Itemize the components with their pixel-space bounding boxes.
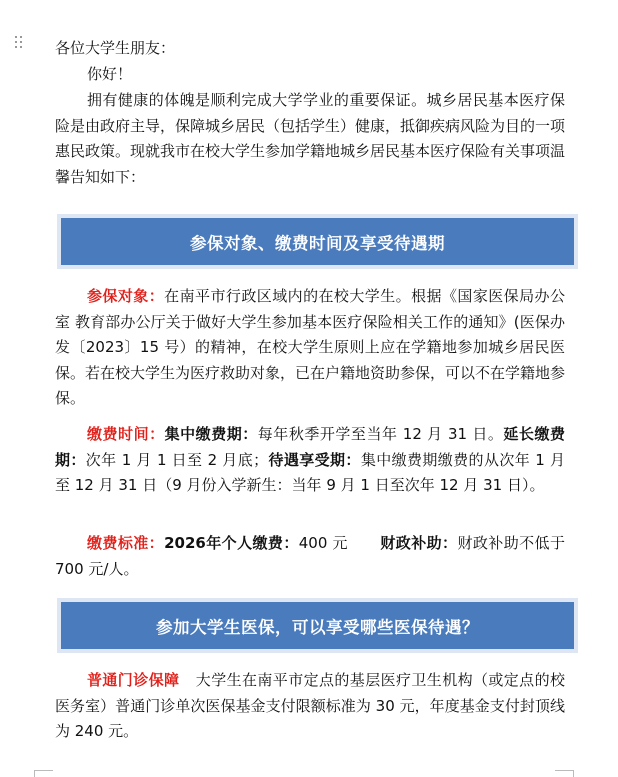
coverage-label: 参保对象： [87,287,165,305]
outpatient-text: 大学生在南平市定点的基层医疗卫生机构（或定点的校医务室）普通门诊单次医保基金支付限额标准为 30 元，年度基金支付封顶线为 240 元。 [55,671,565,740]
payment-time-paragraph [55,422,565,499]
payment-time-label: 缴费时间： [87,425,165,443]
page-corner-mark-left [34,770,53,777]
benefit-period-text: 集中缴费期缴费的从次年 1 月至 12 月 31 日（9 月份入学新生：当年 9 月 1 日至次年 12 月 31 日）。 [55,450,565,494]
personal-payment-text: 400 元 [298,534,348,552]
central-period-label: 集中缴费期： [164,425,258,443]
intro-paragraph: 拥有健康的体魄是顺利完成大学学业的重要保证。城乡居民基本医疗保险是由政府主导，保障城乡居民（包括学生）健康，抵御疾病风险为目的一项惠民政策。现就我市在校大学生参加学籍地城乡居民基本医疗保险有关事项温馨告知如下： [55,91,566,186]
subsidy-label: 财政补助： [379,534,458,552]
payment-standard-label: 缴费标准： [87,534,165,552]
salutation: 各位大学生朋友： [55,39,176,57]
page-corner-mark-right [555,770,574,777]
extended-period-text: 次年 1 月 1 日至 2 月底； [85,450,269,469]
section-banner-benefits: 参加大学生医保，可以享受哪些医保待遇？ [61,602,574,649]
coverage-text: 在南平市行政区域内的在校大学生。根据《国家医保局办公室 教育部办公厅关于做好大学生参加基本医疗保险相关工作的通知》(医保办发〔2023〕15 号）的精神，在校大学生原则上应在学籍地参加城乡居民医保。若在校大学生为医疗救助对象，已在户籍地资助参保，可以不在学籍地参保。 [55,287,566,407]
outpatient-paragraph [55,668,565,745]
drag-handle-icon[interactable] [15,36,23,52]
cropped-title-fragment [226,0,456,4]
outpatient-label: 普通门诊保障 [87,671,180,689]
benefit-period-label: 待遇享受期： [268,450,361,469]
payment-standard-paragraph [55,531,565,582]
personal-payment-label: 2026年个人缴费： [164,534,299,552]
extended-period-label: 延长缴费期： [55,425,565,469]
subsidy-text: 财政补助不低于 700 元/人。 [55,534,565,578]
coverage-paragraph [55,284,565,412]
central-period-text: 每年秋季开学至当年 12 月 31 日。 [257,425,504,443]
section-banner-coverage: 参保对象、缴费时间及享受待遇期 [61,218,574,265]
hello-line: 你好！ [87,65,133,83]
